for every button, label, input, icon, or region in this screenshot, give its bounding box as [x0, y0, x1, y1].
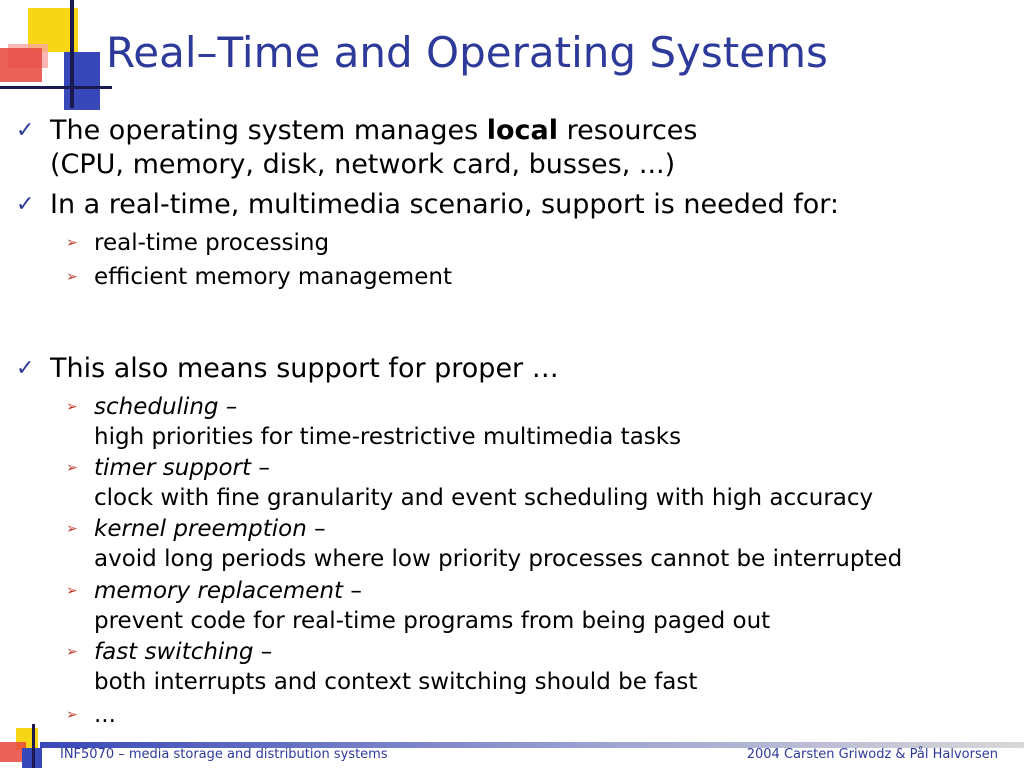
arrow-icon: ➢ [66, 583, 78, 599]
bullet-proper-support: ✓ This also means support for proper … [16, 353, 559, 384]
sub-bullet: ➢ real-time processing [66, 230, 330, 256]
footer-course: INF5070 – media storage and distribution systems [60, 747, 388, 762]
sub-bullet-kernel-preemption: ➢ kernel preemption – avoid long periods where low priority processes cannot be interrupted [66, 516, 903, 572]
arrow-icon: ➢ [66, 235, 78, 251]
arrow-icon: ➢ [66, 521, 78, 537]
sub-bullet-timer-support: ➢ timer support – clock with fine granularity and event scheduling with high accuracy [66, 455, 874, 511]
bullet-realtime-support: ✓ In a real-time, multimedia scenario, support is needed for: [16, 189, 839, 220]
footer-authors: 2004 Carsten Griwodz & Pål Halvorsen [746, 747, 998, 762]
sub-bullet: ➢ efficient memory management [66, 264, 452, 290]
check-icon: ✓ [16, 118, 35, 143]
sub-bullet-scheduling: ➢ scheduling – high priorities for time-restrictive multimedia tasks [66, 394, 682, 450]
sub-bullet-fast-switching: ➢ fast switching – both interrupts and context switching should be fast [66, 639, 698, 695]
check-icon: ✓ [16, 356, 35, 381]
arrow-icon: ➢ [66, 399, 78, 415]
bold-local: local [486, 115, 559, 146]
arrow-icon: ➢ [66, 707, 78, 723]
footer-logo-line [32, 724, 35, 768]
slide-title: Real–Time and Operating Systems [106, 28, 828, 77]
arrow-icon: ➢ [66, 460, 78, 476]
arrow-icon: ➢ [66, 269, 78, 285]
bullet-os-manages-detail: (CPU, memory, disk, network card, busses, ...) [50, 149, 676, 180]
check-icon: ✓ [16, 192, 35, 217]
bullet-os-manages: ✓ The operating system manages local resources (CPU, memory, disk, network card, busses, ...) [16, 115, 698, 180]
sub-bullet-memory-replacement: ➢ memory replacement – prevent code for real-time programs from being paged out [66, 578, 771, 634]
arrow-icon: ➢ [66, 644, 78, 660]
sub-bullet-ellipsis: ➢ ... [66, 702, 116, 728]
